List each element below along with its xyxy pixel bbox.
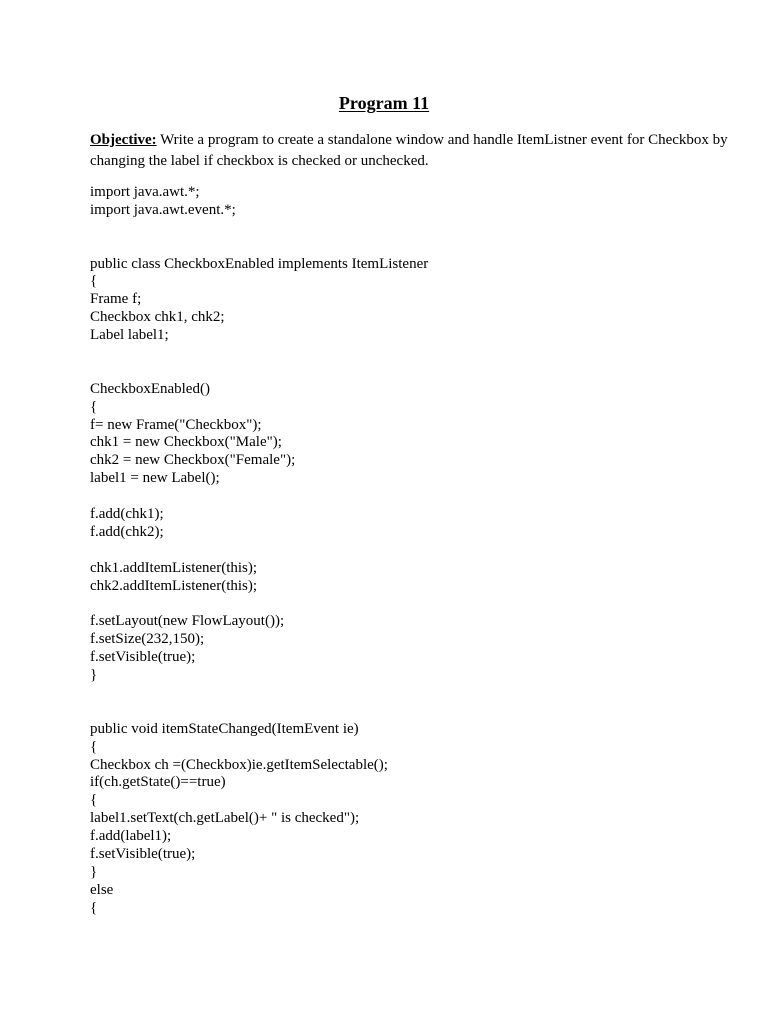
code-line: import java.awt.*; (90, 184, 200, 200)
code-line: f.add(chk1); (90, 506, 164, 523)
code-line: f.setVisible(true); (90, 845, 196, 862)
code-line: Checkbox ch =(Checkbox)ie.getItemSelectable(); (90, 756, 388, 773)
code-line: chk1 = new Checkbox("Male"); (90, 434, 282, 451)
code-line: chk1.addItemListener(this); (90, 559, 258, 576)
code-line (90, 685, 730, 703)
code-line (90, 238, 730, 256)
code-line: } (90, 667, 98, 684)
code-line (90, 345, 730, 363)
code-line: label1.setText(ch.getLabel()+ " is checked"); (90, 810, 360, 827)
objective-paragraph (90, 130, 730, 172)
code-line: public class CheckboxEnabled implements ItemListener (90, 255, 429, 272)
code-line: if(ch.getState()==true) (90, 774, 226, 791)
code-line: chk2.addItemListener(this); (90, 577, 258, 594)
page-title: Program 11 (338, 93, 430, 113)
code-line: { (90, 273, 98, 290)
code-line: { (90, 738, 98, 755)
code-line: Frame f; (90, 291, 142, 308)
code-line: CheckboxEnabled() (90, 380, 210, 397)
code-line (90, 542, 730, 560)
code-line: public void itemStateChanged(ItemEvent ie) (90, 720, 359, 737)
code-line: chk2 = new Checkbox("Female"); (90, 452, 296, 469)
code-line (90, 488, 730, 506)
code-line (90, 220, 730, 238)
code-line: { (90, 899, 98, 916)
code-line: Checkbox chk1, chk2; (90, 309, 225, 326)
code-line: f.setVisible(true); (90, 649, 196, 666)
objective-label: Objective: (90, 132, 157, 148)
code-line (90, 595, 730, 613)
code-line: label1 = new Label(); (90, 470, 220, 487)
code-line: { (90, 792, 98, 809)
code-line: f.setSize(232,150); (90, 631, 205, 648)
code-line: f= new Frame("Checkbox"); (90, 416, 262, 433)
code-line: { (90, 398, 98, 415)
code-line: f.setLayout(new FlowLayout()); (90, 613, 285, 630)
code-line: } (90, 863, 98, 880)
code-line (90, 703, 730, 721)
code-listing (90, 184, 730, 918)
code-line: else (90, 881, 114, 898)
code-line: import java.awt.event.*; (90, 201, 236, 218)
code-line: f.add(label1); (90, 828, 172, 845)
code-line: f.add(chk2); (90, 523, 164, 540)
objective-text: Write a program to create a standalone window and handle ItemListner event for Checkbox by changing the label if checkbox is checked or unchecked. (90, 132, 728, 169)
code-line: Label label1; (90, 327, 169, 344)
code-line (90, 363, 730, 381)
